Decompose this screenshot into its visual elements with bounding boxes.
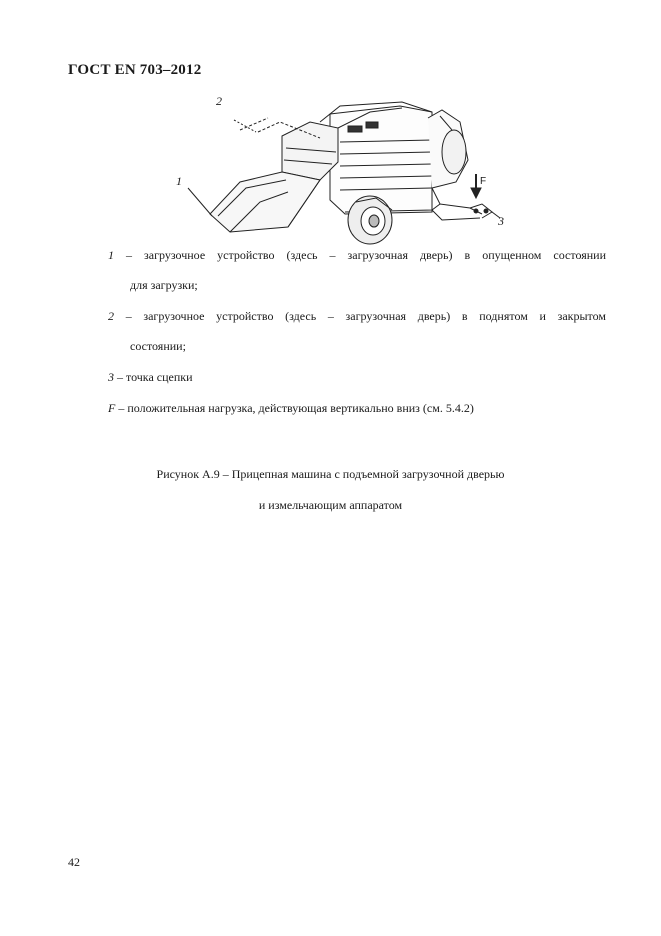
legend-continuation-2: состоянии; bbox=[130, 339, 186, 353]
legend-number-2: 2 bbox=[108, 309, 114, 323]
page-number: 42 bbox=[68, 855, 80, 869]
legend-item-f bbox=[108, 401, 606, 416]
figure-label-2: 2 bbox=[216, 94, 222, 108]
figure-trailed-machine bbox=[170, 92, 515, 252]
legend-number-3: 3 bbox=[108, 370, 114, 384]
legend-item-1 bbox=[108, 248, 606, 263]
legend-item-3 bbox=[108, 370, 606, 385]
legend-continuation-1: для загрузки; bbox=[130, 278, 198, 292]
legend-text-2: – загрузочное устройство (здесь – загрузочная дверь) в поднятом и закрытом bbox=[125, 309, 606, 323]
document-header: ГОСТ EN 703–2012 bbox=[68, 62, 202, 78]
figure-label-force: F bbox=[480, 176, 487, 187]
legend-text-3: – точка сцепки bbox=[117, 370, 193, 384]
legend-item-2 bbox=[108, 309, 606, 324]
legend-number-1: 1 bbox=[108, 248, 114, 262]
figure-caption-line1: Рисунок А.9 – Прицепная машина с подъемной загрузочной дверью bbox=[156, 467, 505, 481]
legend-text-1: – загрузочное устройство (здесь – загрузочная дверь) в опущенном состоянии bbox=[126, 248, 607, 262]
machine-drawing bbox=[170, 92, 515, 252]
figure-label-3: 3 bbox=[498, 214, 504, 228]
legend-text-f: – положительная нагрузка, действующая вертикально вниз (см. 5.4.2) bbox=[118, 401, 474, 415]
legend-symbol-f: F bbox=[108, 401, 116, 415]
figure-label-1: 1 bbox=[176, 174, 182, 188]
figure-caption-line2: и измельчающим аппаратом bbox=[258, 498, 403, 512]
